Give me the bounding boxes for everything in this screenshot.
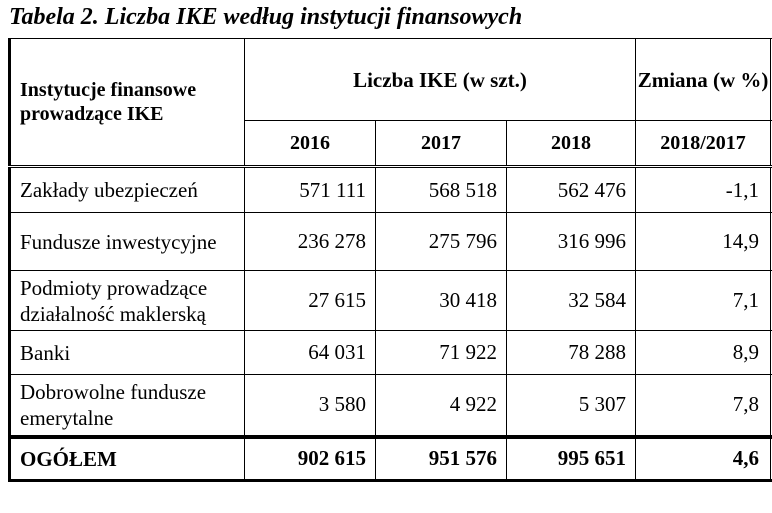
- value-2016: 236 278: [245, 213, 376, 271]
- change-group-header: Zmiana (w %): [636, 39, 771, 121]
- value-2017: 71 922: [376, 331, 507, 375]
- row-label: Podmioty prowadzące działalność maklerską: [10, 271, 245, 331]
- total-2017: 951 576: [376, 437, 507, 481]
- year-2017-header: 2017: [376, 121, 507, 167]
- row-label: Banki: [10, 331, 245, 375]
- table-row: [10, 375, 772, 437]
- row-label: Zakłady ubezpieczeń: [10, 167, 245, 213]
- row-label: Fundusze inwestycyjne: [10, 213, 245, 271]
- total-label: OGÓŁEM: [10, 437, 245, 481]
- total-2016: 902 615: [245, 437, 376, 481]
- ike-table: [8, 38, 772, 482]
- header-row-1: [10, 39, 772, 121]
- total-2018: 995 651: [507, 437, 636, 481]
- total-change: 4,6: [636, 437, 771, 481]
- value-2018: 316 996: [507, 213, 636, 271]
- year-2018-header: 2018: [507, 121, 636, 167]
- table-row: [10, 271, 772, 331]
- change-value: 7,1: [636, 271, 771, 331]
- count-group-header: Liczba IKE (w szt.): [245, 39, 636, 121]
- institution-header: Instytucje finansowe prowadzące IKE: [10, 39, 245, 167]
- value-2016: 64 031: [245, 331, 376, 375]
- value-2016: 27 615: [245, 271, 376, 331]
- change-value: 14,9: [636, 213, 771, 271]
- value-2018: 78 288: [507, 331, 636, 375]
- year-2016-header: 2016: [245, 121, 376, 167]
- value-2017: 568 518: [376, 167, 507, 213]
- change-value: 8,9: [636, 331, 771, 375]
- value-2017: 30 418: [376, 271, 507, 331]
- row-label: Dobrowolne fundusze emerytalne: [10, 375, 245, 437]
- table-row: [10, 213, 772, 271]
- value-2016: 3 580: [245, 375, 376, 437]
- table-row: [10, 167, 772, 213]
- value-2018: 32 584: [507, 271, 636, 331]
- value-2017: 275 796: [376, 213, 507, 271]
- value-2018: 5 307: [507, 375, 636, 437]
- change-value: -1,1: [636, 167, 771, 213]
- change-value: 7,8: [636, 375, 771, 437]
- value-2016: 571 111: [245, 167, 376, 213]
- value-2017: 4 922: [376, 375, 507, 437]
- value-2018: 562 476: [507, 167, 636, 213]
- change-period-header: 2018/2017: [636, 121, 771, 167]
- table-title: Tabela 2. Liczba IKE według instytucji finansowych: [9, 4, 523, 30]
- total-row: [10, 437, 772, 481]
- table-row: [10, 331, 772, 375]
